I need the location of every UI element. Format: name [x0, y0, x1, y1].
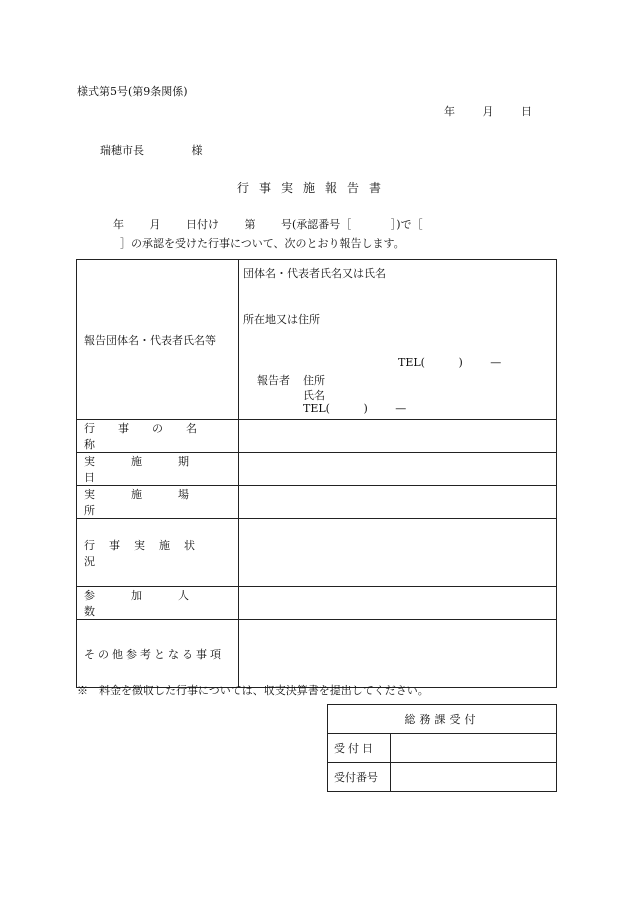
- intro-bracket: ］)で［: [390, 218, 423, 231]
- tel-1-prefix: TEL(: [398, 356, 425, 369]
- receipt-number-label-cell: [328, 763, 391, 792]
- status-label-cell: [77, 519, 239, 587]
- intro-year: 年: [113, 218, 124, 231]
- receipt-number-label: 受付番号: [334, 771, 378, 784]
- other-label: その他参考となる事項: [84, 647, 224, 661]
- tel-2-dash: —: [395, 402, 407, 415]
- intro-month: 月: [149, 218, 161, 231]
- tel-2-close: ): [363, 402, 368, 415]
- receipt-number-value[interactable]: [391, 763, 557, 792]
- report-table: [76, 259, 557, 688]
- event-name-label-cell: [77, 420, 239, 453]
- status-value[interactable]: [239, 519, 557, 587]
- reporter-row: [77, 260, 557, 420]
- place-label-cell: [77, 486, 239, 519]
- participants-value[interactable]: [239, 587, 557, 620]
- tel-1-dash: —: [490, 356, 502, 369]
- tel-2-prefix: TEL(: [303, 402, 330, 415]
- receipt-date-value[interactable]: [391, 734, 557, 763]
- submission-note: ※ 料金を徴収した行事については、収支決算書を提出してください。: [77, 684, 429, 697]
- receipt-title-cell: [328, 705, 557, 734]
- date-month: 月: [482, 105, 494, 118]
- intro-dated: 日付け: [186, 218, 219, 231]
- intro-number-prefix: 第: [244, 218, 256, 231]
- period-label-cell: [77, 453, 239, 486]
- receipt-title: 総務課受付: [404, 713, 480, 726]
- participants-label-cell: [77, 587, 239, 620]
- other-label-cell: [77, 620, 239, 688]
- period-row: [77, 453, 557, 486]
- date-year: 年: [444, 105, 455, 118]
- place-row: [77, 486, 557, 519]
- receipt-date-label-cell: [328, 734, 391, 763]
- intro-approval-number: 号(承認番号［: [281, 218, 352, 231]
- period-label: 実施期日: [84, 455, 225, 484]
- receipt-number-row: [328, 763, 557, 792]
- tel-2: [303, 402, 406, 415]
- event-name-row: [77, 420, 557, 453]
- addressee: [100, 142, 203, 158]
- reporter-label: 報告団体名・代表者氏名等: [84, 333, 216, 347]
- tel-1: [398, 356, 501, 369]
- place-label: 実施場所: [84, 488, 225, 517]
- place-value[interactable]: [239, 486, 557, 519]
- reporter-sub-label: 報告者: [257, 374, 290, 387]
- event-name-label: [84, 420, 231, 452]
- address-label: 所在地又は住所: [243, 313, 320, 326]
- reporter-name-label: 氏名: [303, 389, 325, 402]
- tel-1-close: ): [458, 356, 463, 369]
- period-value[interactable]: [239, 453, 557, 486]
- org-name-label: 団体名・代表者氏名又は氏名: [243, 267, 386, 280]
- event-name-text: 行事の名称: [84, 422, 220, 451]
- participants-row: [77, 587, 557, 620]
- other-row: [77, 620, 557, 688]
- receipt-date-label: 受付日: [334, 742, 376, 755]
- reporter-label-cell: [77, 260, 239, 420]
- status-row: [77, 519, 557, 587]
- participants-label: 参加人数: [84, 589, 225, 618]
- reporter-info-cell[interactable]: [239, 260, 557, 420]
- date-day: 日: [521, 105, 532, 118]
- other-value[interactable]: [239, 620, 557, 688]
- date-line: [444, 103, 532, 119]
- receipt-title-row: [328, 705, 557, 734]
- form-number: 様式第5号(第9条関係): [77, 85, 188, 98]
- event-name-value[interactable]: [239, 420, 557, 453]
- reporter-address-label: 住所: [303, 374, 325, 387]
- intro-line-2: ］の承認を受けた行事について、次のとおり報告します。: [120, 237, 405, 250]
- document-title: 行事実施報告書: [237, 181, 392, 195]
- receipt-table: [327, 704, 557, 792]
- addressee-honorific: 様: [191, 144, 203, 157]
- addressee-name: 瑞穂市長: [100, 144, 144, 157]
- intro-line-1: [113, 216, 423, 232]
- receipt-date-row: [328, 734, 557, 763]
- status-label: 行事実施状況: [84, 538, 209, 568]
